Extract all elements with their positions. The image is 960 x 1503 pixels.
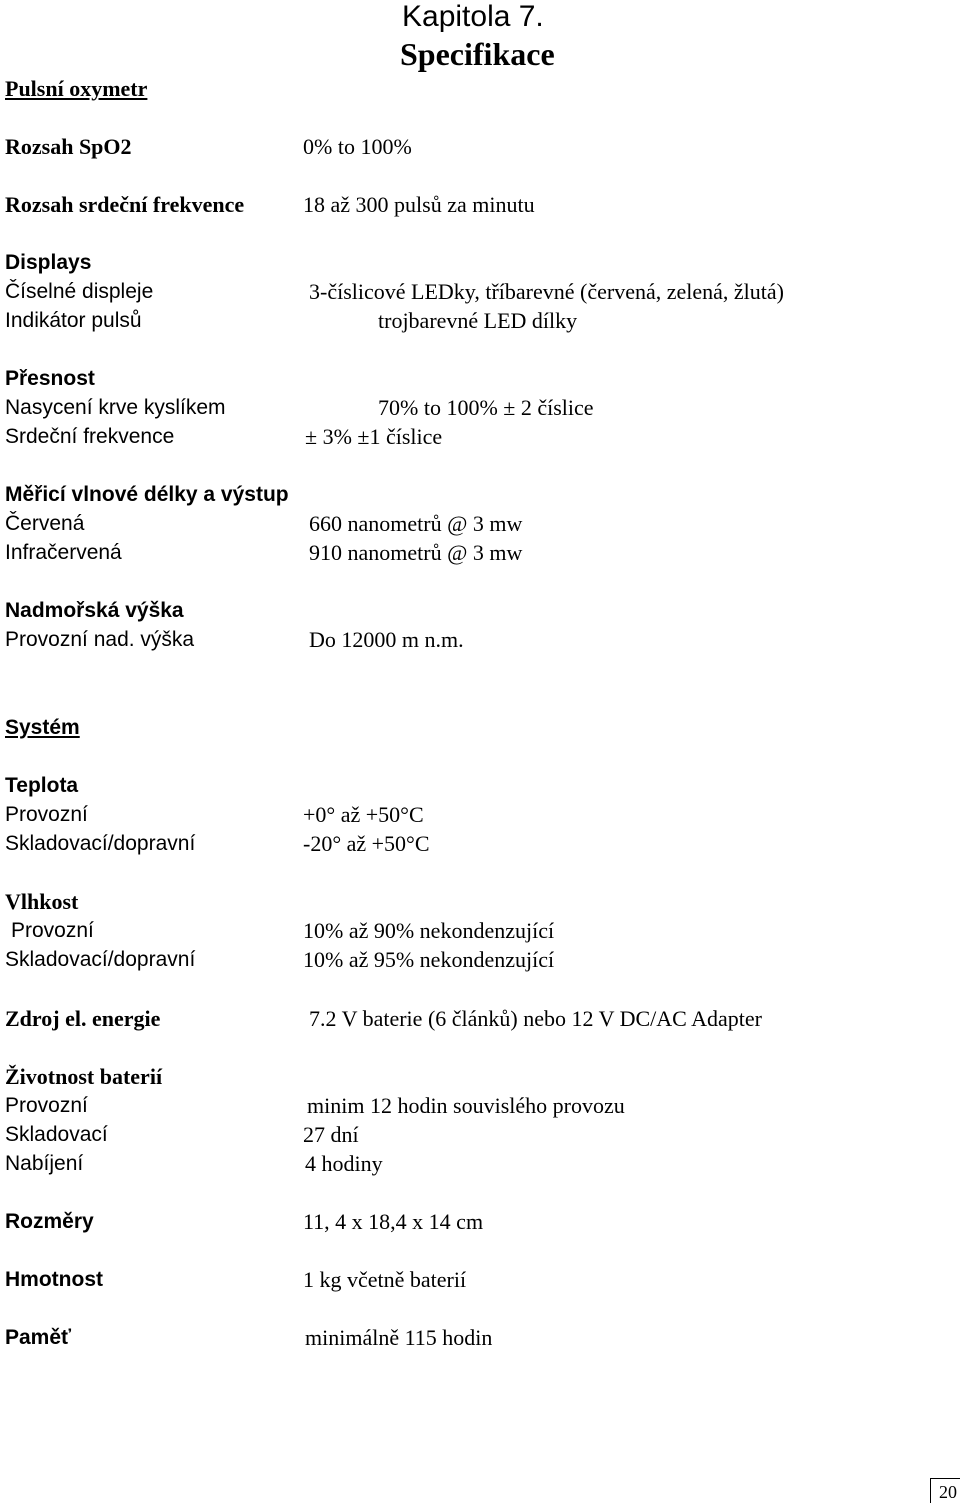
weight-value: 1 kg včetně baterií: [303, 1267, 467, 1292]
battery-operating-label: Provozní: [5, 1094, 88, 1117]
humidity-storage-value: 10% až 95% nekondenzující: [303, 947, 555, 972]
page-title: Specifikace: [400, 36, 555, 72]
spo2-range-value: 0% to 100%: [303, 134, 412, 159]
system-heading: Systém: [5, 716, 80, 739]
humidity-heading: Vlhkost: [5, 889, 79, 914]
page-number: 20: [939, 1482, 957, 1502]
heart-rate-range-value: 18 až 300 pulsů za minutu: [303, 192, 535, 217]
heart-rate-accuracy-value: ± 3% ±1 číslice: [305, 424, 443, 449]
temperature-storage-label: Skladovací/dopravní: [5, 832, 196, 855]
humidity-storage-label: Skladovací/dopravní: [5, 948, 196, 971]
heart-rate-range-label: Rozsah srdeční frekvence: [5, 192, 245, 217]
altitude-heading: Nadmořská výška: [5, 599, 184, 622]
numeric-displays-value: 3-číslicové LEDky, tříbarevné (červená, zelená, žlutá): [309, 279, 784, 304]
altitude-value: Do 12000 m n.m.: [309, 627, 464, 652]
temperature-storage-value: -20° až +50°C: [303, 831, 430, 856]
pulse-indicator-label: Indikátor pulsů: [5, 309, 142, 332]
heart-rate-accuracy-label: Srdeční frekvence: [5, 425, 175, 448]
infrared-wavelength-value: 910 nanometrů @ 3 mw: [309, 540, 523, 565]
humidity-operating-value: 10% až 90% nekondenzující: [303, 918, 555, 943]
displays-heading: Displays: [5, 251, 92, 274]
battery-storage-value: 27 dní: [303, 1122, 359, 1147]
spo2-accuracy-value: 70% to 100% ± 2 číslice: [378, 395, 594, 420]
battery-charging-value: 4 hodiny: [305, 1151, 383, 1176]
weight-label: Hmotnost: [5, 1268, 103, 1291]
red-wavelength-label: Červená: [5, 512, 85, 535]
temperature-heading: Teplota: [5, 774, 79, 797]
temperature-operating-label: Provozní: [5, 803, 88, 826]
power-source-label: Zdroj el. energie: [5, 1006, 161, 1031]
numeric-displays-label: Číselné displeje: [5, 280, 154, 303]
battery-storage-label: Skladovací: [5, 1123, 108, 1146]
power-source-value: 7.2 V baterie (6 článků) nebo 12 V DC/AC Adapter: [309, 1006, 762, 1031]
humidity-operating-label: Provozní: [11, 919, 94, 942]
chapter-title: Kapitola 7.: [402, 0, 544, 33]
accuracy-heading: Přesnost: [5, 367, 95, 390]
temperature-operating-value: +0° až +50°C: [303, 802, 424, 827]
battery-charging-label: Nabíjení: [5, 1152, 84, 1175]
spo2-range-label: Rozsah SpO2: [5, 134, 132, 159]
spo2-accuracy-label: Nasycení krve kyslíkem: [5, 396, 226, 419]
pulse-indicator-value: trojbarevné LED dílky: [378, 308, 578, 333]
dimensions-value: 11, 4 x 18,4 x 14 cm: [303, 1209, 484, 1234]
section-heading-pulse-oximeter: Pulsní oxymetr: [5, 76, 148, 101]
memory-label: Paměť: [5, 1326, 72, 1349]
infrared-wavelength-label: Infračervená: [5, 541, 122, 564]
altitude-label: Provozní nad. výška: [5, 628, 195, 651]
battery-life-heading: Životnost baterií: [5, 1064, 163, 1089]
wavelengths-heading: Měřicí vlnové délky a výstup: [5, 483, 289, 506]
red-wavelength-value: 660 nanometrů @ 3 mw: [309, 511, 523, 536]
memory-value: minimálně 115 hodin: [305, 1325, 493, 1350]
dimensions-label: Rozměry: [5, 1210, 94, 1233]
battery-operating-value: minim 12 hodin souvislého provozu: [307, 1093, 625, 1118]
